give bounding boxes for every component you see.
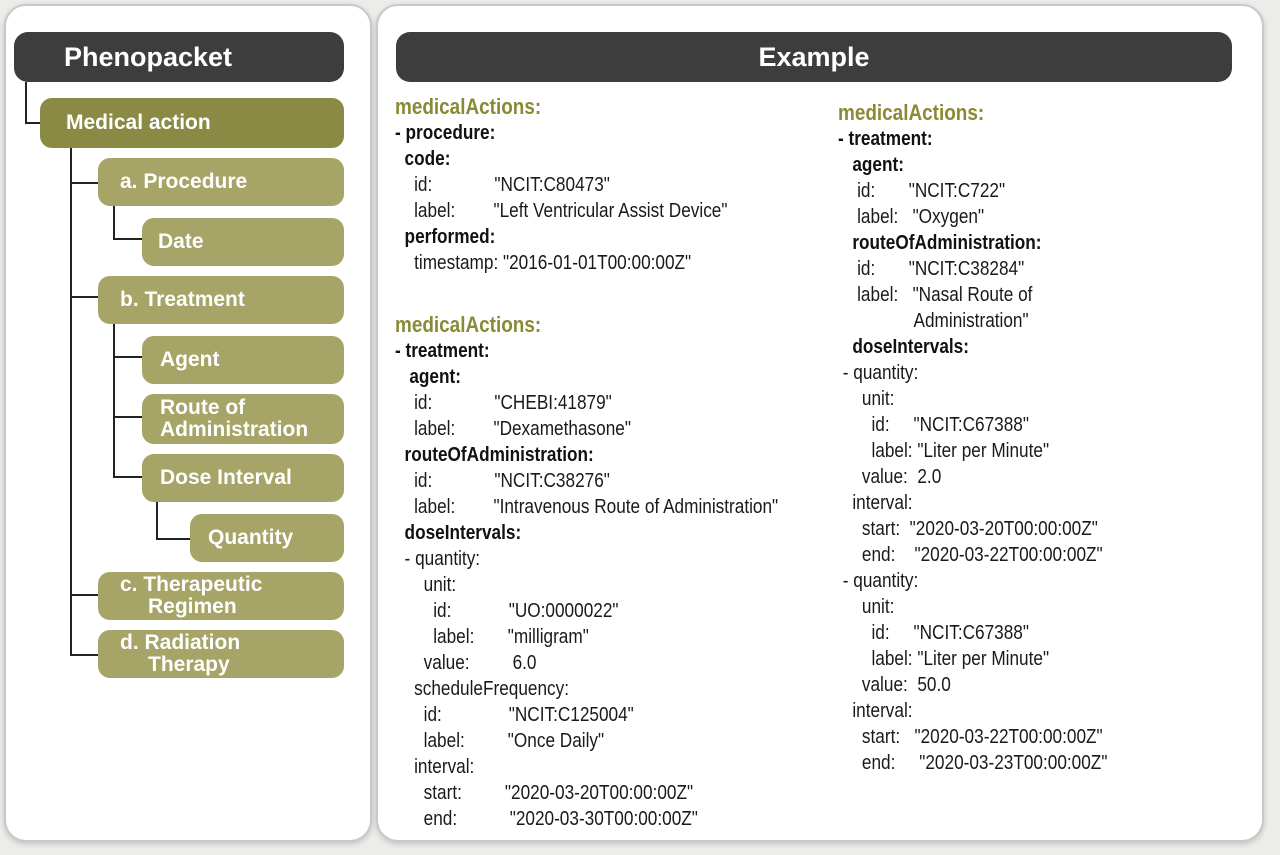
code-line: scheduleFrequency: [395, 678, 570, 700]
tree-line [113, 238, 143, 240]
node-medical-action [40, 98, 344, 148]
code-line: value: 6.0 [395, 652, 537, 674]
tree-line [156, 538, 192, 540]
code-line: - quantity: [838, 570, 919, 592]
code-line: - quantity: [395, 548, 481, 570]
code-line: performed: [395, 226, 496, 248]
code-line: label: "Oxygen" [838, 206, 985, 228]
node-route-of-administration [142, 394, 344, 444]
code-line: code: [395, 148, 451, 170]
code-line: id: "NCIT:C38284" [838, 258, 1025, 280]
tree-line [25, 122, 41, 124]
tree-line [70, 148, 72, 656]
code-line: - quantity: [838, 362, 919, 384]
code-line: start: "2020-03-20T00:00:00Z" [395, 782, 694, 804]
code-line: doseIntervals: [838, 336, 969, 358]
code-line: unit: [838, 388, 895, 410]
node-label: Date [158, 230, 204, 253]
code-line: timestamp: "2016-01-01T00:00:00Z" [395, 252, 692, 274]
code-line: label: "Dexamethasone" [395, 418, 631, 440]
tree-line [70, 296, 100, 298]
code-line: label: "Liter per Minute" [838, 440, 1050, 462]
code-line: routeOfAdministration: [395, 444, 594, 466]
node-procedure [98, 158, 344, 206]
code-heading: medicalActions: [838, 100, 985, 125]
code-line: - treatment: [395, 340, 490, 362]
node-label: Dose Interval [160, 466, 292, 489]
code-line: end: "2020-03-30T00:00:00Z" [395, 808, 698, 830]
code-line: end: "2020-03-23T00:00:00Z" [838, 752, 1108, 774]
code-line: value: 50.0 [838, 674, 951, 696]
node-agent [142, 336, 344, 384]
node-treatment [98, 276, 344, 324]
tree-line [113, 416, 143, 418]
tree-line [113, 324, 115, 478]
code-line: unit: [838, 596, 895, 618]
example-oxygen-treatment-block [838, 100, 1107, 776]
tree-line [113, 476, 143, 478]
code-line: label: "Intravenous Route of Administration" [395, 496, 779, 518]
node-label: Medical action [66, 111, 211, 134]
tree-line [113, 356, 143, 358]
node-label: Route of [160, 396, 246, 419]
node-dose-interval [142, 454, 344, 502]
code-line: label: "Nasal Route of [838, 284, 1033, 306]
node-label: a. Procedure [120, 170, 248, 193]
code-line: end: "2020-03-22T00:00:00Z" [838, 544, 1103, 566]
code-line: - treatment: [838, 128, 933, 150]
phenopacket-header [14, 32, 344, 82]
code-line: agent: [838, 154, 904, 176]
tree-line [156, 500, 158, 540]
code-line: value: 2.0 [838, 466, 942, 488]
tree-line [25, 82, 27, 124]
example-treatment-block [395, 312, 778, 832]
node-label: Quantity [208, 526, 294, 549]
node-label: Agent [160, 348, 220, 371]
node-therapeutic-regimen [98, 572, 344, 620]
code-line: id: "NCIT:C67388" [838, 622, 1029, 644]
code-line: interval: [395, 756, 475, 778]
code-line: routeOfAdministration: [838, 232, 1042, 254]
code-line: doseIntervals: [395, 522, 522, 544]
tree-line [70, 182, 100, 184]
code-line: - procedure: [395, 122, 496, 144]
code-line: id: "NCIT:C80473" [395, 174, 610, 196]
node-label: Administration [160, 418, 309, 441]
code-line: id: "NCIT:C67388" [838, 414, 1029, 436]
node-radiation-therapy [98, 630, 344, 678]
code-heading: medicalActions: [395, 94, 542, 119]
code-line: label: "Left Ventricular Assist Device" [395, 200, 728, 222]
code-line: interval: [838, 492, 913, 514]
node-label: d. Radiation [120, 631, 241, 654]
code-line: label: "milligram" [395, 626, 589, 648]
node-quantity [190, 514, 344, 562]
tree-line [113, 206, 115, 240]
code-line: id: "NCIT:C722" [838, 180, 1006, 202]
node-label: Regimen [148, 595, 237, 618]
code-line: Administration" [838, 310, 1029, 332]
code-heading: medicalActions: [395, 312, 542, 337]
code-line: id: "CHEBI:41879" [395, 392, 612, 414]
code-line: unit: [395, 574, 457, 596]
example-procedure-block [395, 94, 727, 276]
node-label: Therapy [148, 653, 230, 676]
code-line: id: "NCIT:C38276" [395, 470, 610, 492]
tree-line [70, 654, 100, 656]
code-line: label: "Liter per Minute" [838, 648, 1050, 670]
node-label: c. Therapeutic [120, 573, 263, 596]
code-line: id: "UO:0000022" [395, 600, 619, 622]
code-line: start: "2020-03-22T00:00:00Z" [838, 726, 1103, 748]
code-line: start: "2020-03-20T00:00:00Z" [838, 518, 1098, 540]
node-label: b. Treatment [120, 288, 245, 311]
code-line: agent: [395, 366, 461, 388]
code-line: interval: [838, 700, 913, 722]
code-line: label: "Once Daily" [395, 730, 605, 752]
tree-line [70, 594, 100, 596]
code-line: id: "NCIT:C125004" [395, 704, 634, 726]
phenopacket-title: Phenopacket [64, 41, 233, 72]
example-title: Example [758, 41, 870, 72]
node-date [142, 218, 344, 266]
example-header [396, 32, 1232, 82]
